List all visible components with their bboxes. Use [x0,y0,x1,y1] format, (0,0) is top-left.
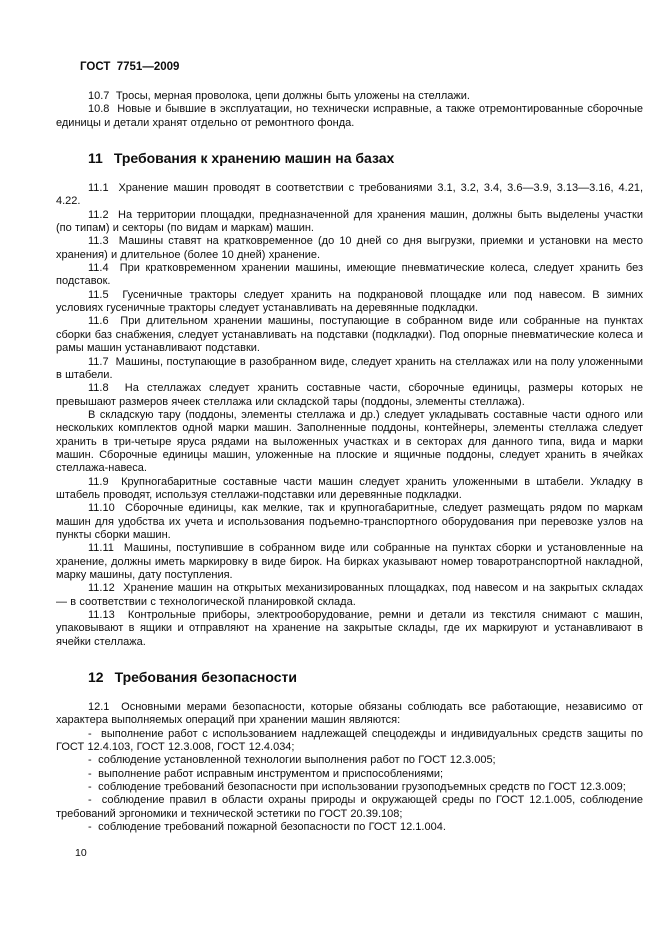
paragraph: 11.2 На территории площадки, предназначенной для хранения машин, должны быть выделены участки (по типам) и секторы (по видам и маркам) машин. [56,208,643,235]
document-content [56,90,643,835]
paragraph: 11.1 Хранение машин проводят в соответствии с требованиями 3.1, 3.2, 3.4, 3.6—3.9, 3.13—3.16, 4.21, 4.22. [56,182,643,208]
paragraph: - соблюдение правил в области охраны природы и окружающей среды по ГОСТ 12.1.005, соблюдение требований эргономики и технической эстетики по ГОСТ 20.39.108; [56,794,643,820]
section-heading [56,669,643,685]
section-heading [56,150,643,166]
paragraph: В складскую тару (поддоны, элементы стеллажа и др.) следует укладывать составные части одного или нескольких комплектов одной марки машин. Заполненные поддоны, контейнеры, элементы стеллажа следует хранить в три-четыре яруса рядами на выложенных участках и в секторах для данного типа, вида и марки машин. Сборочные единицы машин, уложенные на плоские и ящичные поддоны, следует хранить в ячейках стеллажа-навеса. [56,408,643,475]
paragraph: 10.7 Тросы, мерная проволока, цепи должны быть уложены на стеллажи. [88,90,470,102]
paragraph: 10.8 Новые и бывшие в эксплуатации, но технически исправные, а также отремонтированные сборочные единицы и детали хранят отдельно от ремонтного фонда. [56,103,643,129]
paragraph: - соблюдение требований пожарной безопасности по ГОСТ 12.1.004. [88,821,446,834]
section-heading-number: 12 [88,669,104,686]
paragraph: 11.11 Машины, поступившие в собранном виде или собранные на пунктах сборки и установленные на хранение, должны иметь маркировку в виде бирок. На бирках указывают номер товаротранспортной накладной, марку машины, дату поступления. [56,542,643,581]
paragraph: 11.9 Крупногабаритные составные части машин следует хранить уложенными в штабели. Укладку в штабель проводят, используя стеллажи-подставки или деревянные подкладки. [56,475,643,501]
paragraph: - соблюдение установленной технологии выполнения работ по ГОСТ 12.3.005; [88,754,496,767]
section-heading-title: Требования к хранению машин на базах [113,150,395,167]
paragraph: 11.3 Машины ставят на кратковременное (до 10 дней со дня выгрузки, приемки и установки на место хранения) и длительное (более 10 дней) хранение. [56,235,643,261]
paragraph: 11.13 Контрольные приборы, электрооборудование, ремни и детали из текстиля снимают с машин, упаковывают в ящики и отправляют на хранение на закрытые склады, где их маркируют и устанавливают в ячейки стеллажа. [56,609,643,648]
section-heading-title: Требования безопасности [114,669,297,686]
section-heading-number: 11 [88,150,103,167]
paragraph: 11.10 Сборочные единицы, как мелкие, так и крупногабаритные, следует размещать рядом по маркам машин для удобства их учета и использования подъемно-транспортного оборудования при перевозке узлов на пункты сборки машин. [56,502,643,541]
paragraph: 11.5 Гусеничные тракторы следует хранить на подкрановой площадке или под навесом. В зимних условиях гусеничные тракторы следует устанавливать на деревянные подкладки. [56,288,643,315]
paragraph: - соблюдение требований безопасности при использовании грузоподъемных средств по ГОСТ 12.3.009; [88,781,626,794]
running-header: ГОСТ 7751—2009 [80,61,180,73]
paragraph: - выполнение работ исправным инструментом и приспособлениями; [88,767,444,780]
paragraph: 11.6 При длительном хранении машины, поступающие в собранном виде или собранные на пунктах сборки баз снабжения, следует устанавливать на подставки (подкладки). Под опорные пневматические колеса и рамы машин устанавливают подставки. [56,315,643,355]
paragraph: 12.1 Основными мерами безопасности, которые обязаны соблюдать все работающие, независимо от характера выполняемых операций при хранении машин являются: [56,701,643,727]
page-number: 10 [75,847,87,859]
paragraph: 11.12 Хранение машин на открытых механизированных площадках, под навесом и на закрытых складах — в соответствии с технологической планировкой склада. [56,582,643,608]
paragraph: 11.8 На стеллажах следует хранить составные части, сборочные единицы, размеры которых не превышают размеров ячеек стеллажа или складской тары (поддоны, элементы стеллажа). [56,382,643,408]
paragraph: 11.4 При кратковременном хранении машины, имеющие пневматические колеса, следует хранить без подставок. [56,262,643,288]
paragraph: - выполнение работ с использованием надлежащей спецодежды и индивидуальных средств защиты по ГОСТ 12.4.103, ГОСТ 12.3.008, ГОСТ 12.4.034; [56,727,643,754]
paragraph: 11.7 Машины, поступающие в разобранном виде, следует хранить на стеллажах или на полу уложенными в штабели. [56,355,643,381]
